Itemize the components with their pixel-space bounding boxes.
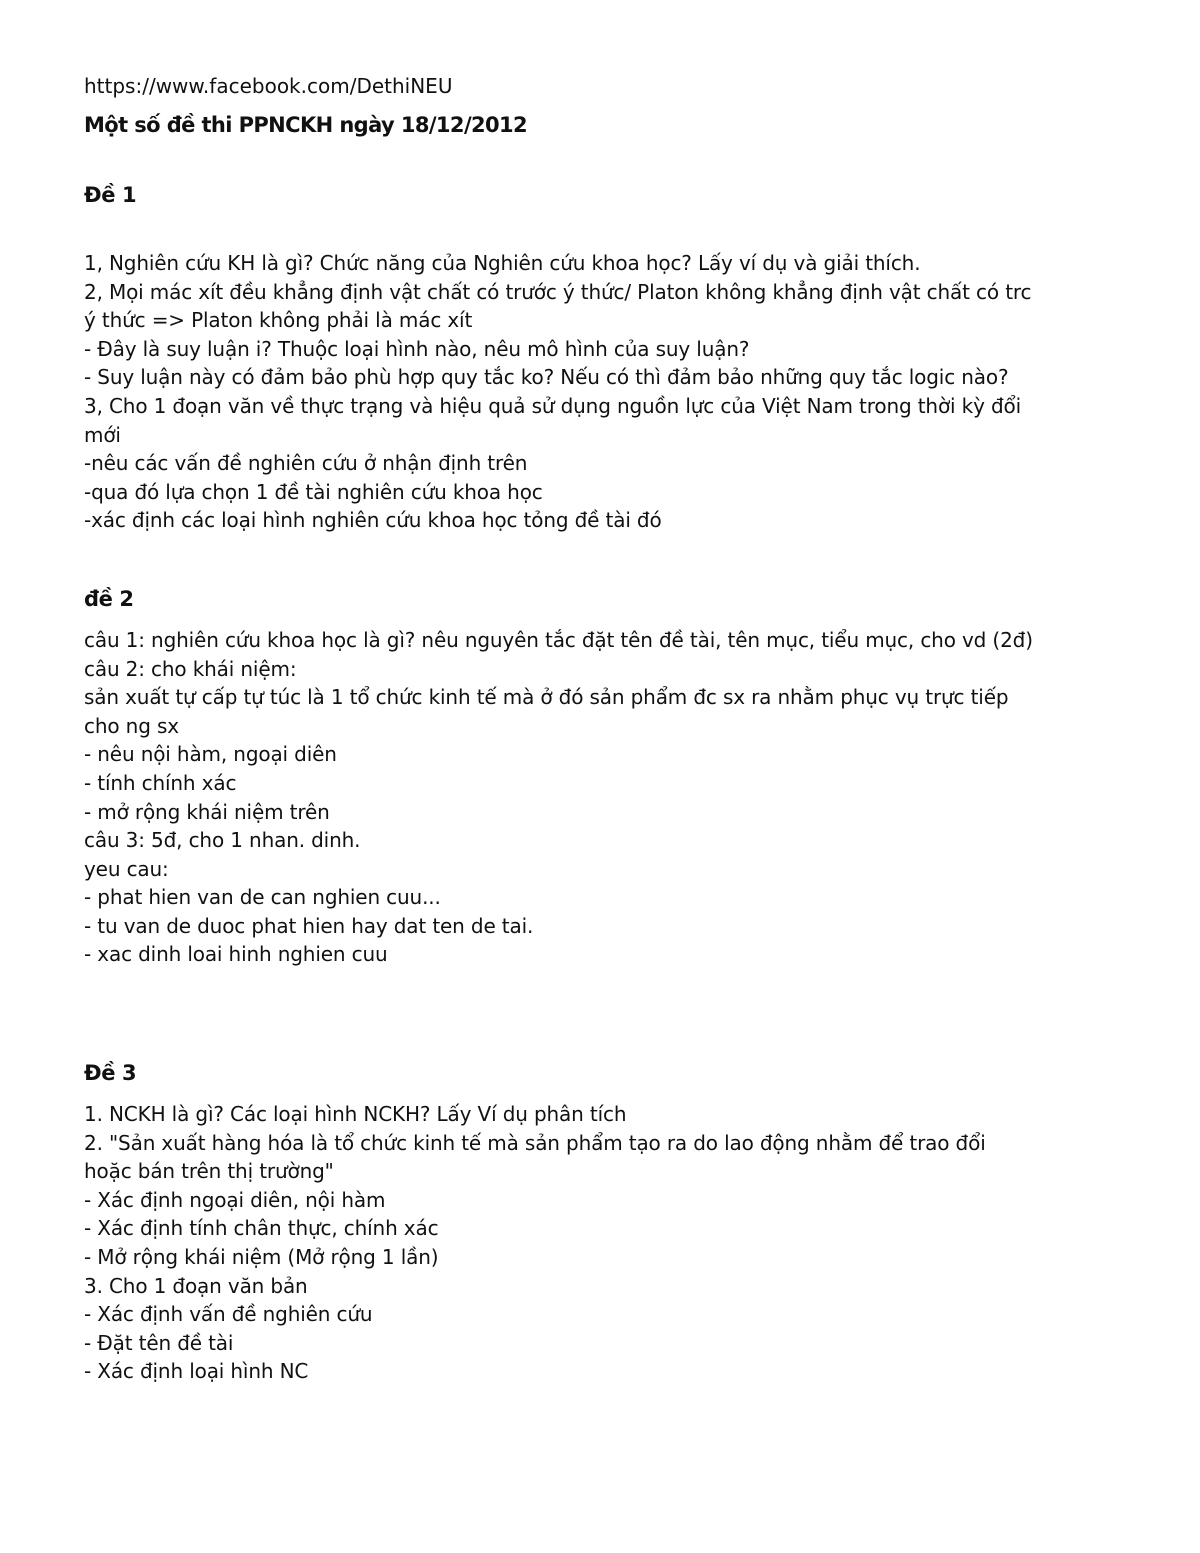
text-line: cho ng sx	[84, 713, 179, 738]
document-page	[84, 72, 1120, 1386]
section-heading: đề 2	[84, 586, 134, 611]
exam-section-2	[84, 584, 1120, 969]
text-line: - xac dinh loai hinh nghien cuu	[84, 942, 388, 967]
text-line: - phat hien van de can nghien cuu...	[84, 885, 441, 910]
source-url: https://www.facebook.com/DethiNEU	[84, 74, 453, 98]
document-title: Một số đề thi PPNCKH ngày 18/12/2012	[84, 113, 528, 137]
text-line: -nêu các vấn đề nghiên cứu ở nhận định trên	[84, 451, 528, 476]
text-line: - Đây là suy luận i? Thuộc loại hình nào, nêu mô hình của suy luận?	[84, 336, 750, 361]
text-line: 2, Mọi mác xít đều khẳng định vật chất có trước ý thức/ Platon không khẳng định vật chất có trc	[84, 279, 1032, 304]
text-line: - mở rộng khái niệm trên	[84, 799, 330, 824]
text-line: - Xác định tính chân thực, chính xác	[84, 1216, 439, 1241]
text-line: - tính chính xác	[84, 770, 237, 795]
text-line: - Đặt tên đề tài	[84, 1330, 234, 1355]
text-line: -xác định các loại hình nghiên cứu khoa học tỏng đề tài đó	[84, 508, 662, 533]
text-line: hoặc bán trên thị trường"	[84, 1159, 334, 1184]
text-line: câu 1: nghiên cứu khoa học là gì? nêu nguyên tắc đặt tên đề tài, tên mục, tiểu mục, cho vd (2đ)	[84, 627, 1033, 652]
text-line: - Mở rộng khái niệm (Mở rộng 1 lần)	[84, 1245, 439, 1270]
text-line: mới	[84, 422, 121, 447]
text-line: yeu cau:	[84, 856, 169, 881]
question-list	[84, 1100, 1120, 1386]
text-line: - nêu nội hàm, ngoại diên	[84, 742, 337, 767]
section-heading: Đề 1	[84, 183, 137, 207]
question-list	[84, 249, 1120, 535]
text-line: câu 2: cho khái niệm:	[84, 656, 297, 681]
text-line: - Xác định vấn đề nghiên cứu	[84, 1302, 373, 1327]
text-line: 1. NCKH là gì? Các loại hình NCKH? Lấy Ví dụ phân tích	[84, 1102, 627, 1127]
text-line: - Xác định ngoại diên, nội hàm	[84, 1187, 386, 1212]
text-line: sản xuất tự cấp tự túc là 1 tổ chức kinh tế mà ở đó sản phẩm đc sx ra nhằm phục vụ trực tiếp	[84, 685, 1009, 710]
exam-section-3	[84, 1058, 1120, 1386]
text-line: ý thức => Platon không phải là mác xít	[84, 308, 473, 333]
text-line: câu 3: 5đ, cho 1 nhan. dinh.	[84, 828, 361, 853]
text-line: 3, Cho 1 đoạn văn về thực trạng và hiệu quả sử dụng nguồn lực của Việt Nam trong thời kỳ đổi	[84, 393, 1022, 418]
text-line: - Xác định loại hình NC	[84, 1359, 309, 1384]
text-line: 1, Nghiên cứu KH là gì? Chức năng của Nghiên cứu khoa học? Lấy ví dụ và giải thích.	[84, 251, 921, 275]
question-list	[84, 626, 1120, 969]
text-line: - tu van de duoc phat hien hay dat ten de tai.	[84, 913, 534, 938]
text-line: - Suy luận này có đảm bảo phù hợp quy tắc ko? Nếu có thì đảm bảo những quy tắc logic nào?	[84, 365, 1009, 390]
exam-section-1	[84, 180, 1120, 535]
text-line: -qua đó lựa chọn 1 đề tài nghiên cứu khoa học	[84, 479, 543, 504]
section-heading: Đề 3	[84, 1061, 137, 1086]
text-line: 3. Cho 1 đoạn văn bản	[84, 1273, 308, 1298]
text-line: 2. "Sản xuất hàng hóa là tổ chức kinh tế mà sản phẩm tạo ra do lao động nhằm để trao đổi	[84, 1130, 986, 1155]
